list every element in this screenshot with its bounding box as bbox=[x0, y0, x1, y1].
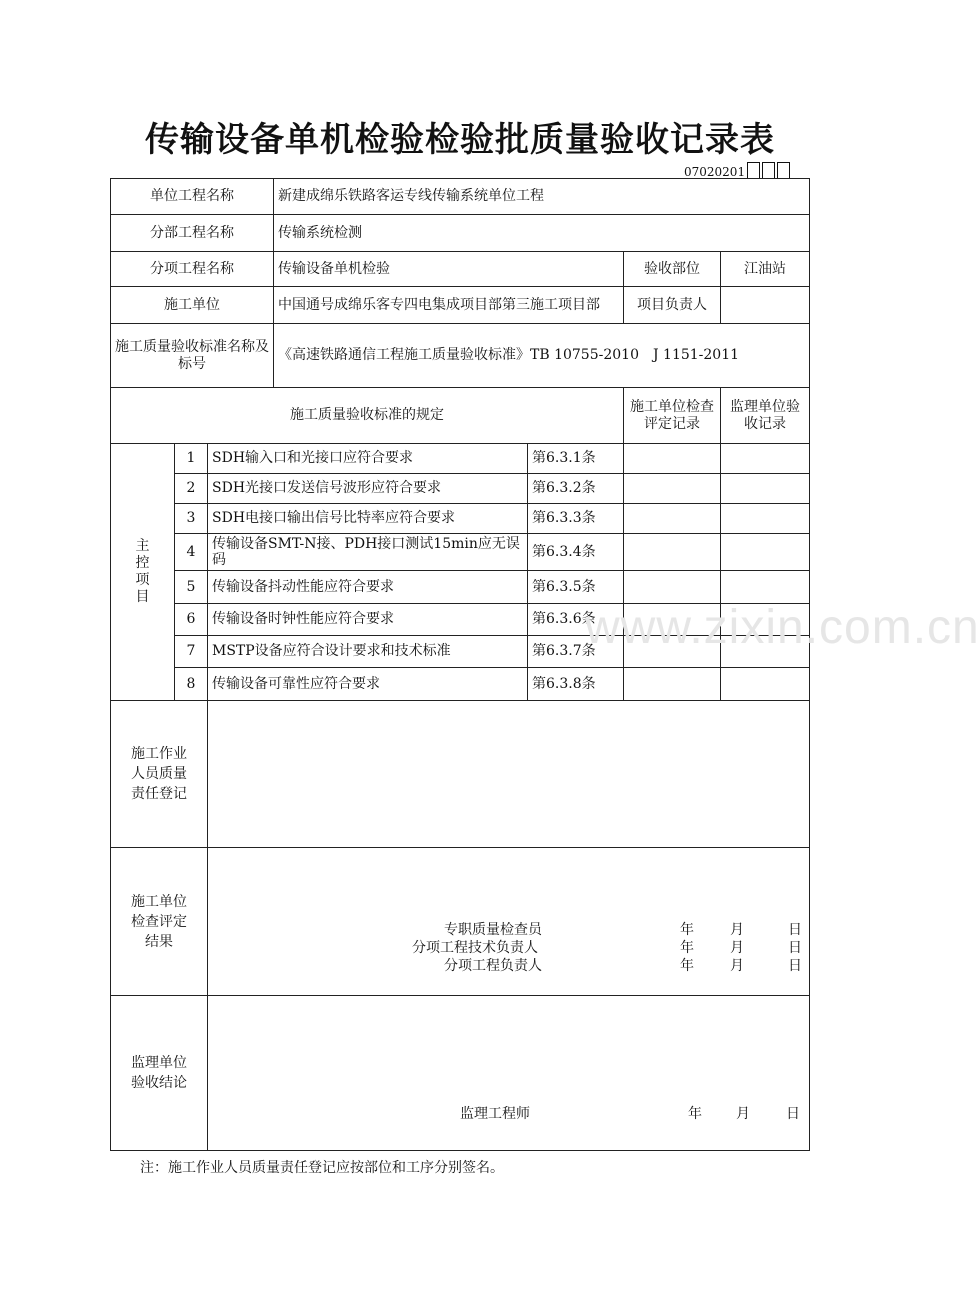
main-items-label: 主控项目 bbox=[111, 444, 175, 701]
item-text: SDH输入口和光接口应符合要求 bbox=[208, 444, 528, 474]
item-project-value: 传输设备单机检验 bbox=[274, 252, 624, 287]
contractor-signature-area bbox=[208, 848, 810, 996]
item-text: SDH电接口输出信号比特率应符合要求 bbox=[208, 504, 528, 534]
supervisor-signer: 监理工程师 bbox=[460, 1106, 530, 1122]
item-project-row bbox=[111, 252, 810, 287]
contractor-check-header: 施工单位检查评定记录 bbox=[624, 388, 721, 444]
sign-day: 日 bbox=[788, 922, 802, 938]
standard-label: 施工质量验收标准名称及标号 bbox=[111, 324, 274, 388]
acceptance-form bbox=[110, 178, 810, 1151]
table-row bbox=[111, 444, 810, 474]
supervisor-check-cell bbox=[721, 504, 810, 534]
sign-month: 月 bbox=[730, 958, 744, 974]
spec-header-row bbox=[111, 388, 810, 444]
spec-header: 施工质量验收标准的规定 bbox=[111, 388, 624, 444]
sign-year: 年 bbox=[680, 922, 694, 938]
contractor-check-cell bbox=[624, 504, 721, 534]
item-clause: 第6.3.2条 bbox=[528, 474, 624, 504]
item-number: 7 bbox=[175, 636, 208, 668]
worker-registry-row bbox=[111, 701, 810, 848]
sign-year: 年 bbox=[688, 1106, 702, 1122]
unit-project-value: 新建成绵乐铁路客运专线传输系统单位工程 bbox=[274, 179, 810, 215]
sign-day: 日 bbox=[786, 1106, 800, 1122]
item-clause: 第6.3.1条 bbox=[528, 444, 624, 474]
signer-role: 专职质量检查员 bbox=[444, 922, 542, 938]
item-number: 2 bbox=[175, 474, 208, 504]
supervisor-check-cell bbox=[721, 668, 810, 701]
contractor-check-cell bbox=[624, 534, 721, 571]
supervisor-check-cell bbox=[721, 571, 810, 604]
form-code-number: 07020201 bbox=[684, 165, 746, 179]
sub-project-label: 分部工程名称 bbox=[111, 215, 274, 252]
item-clause: 第6.3.6条 bbox=[528, 604, 624, 636]
sign-year: 年 bbox=[680, 940, 694, 956]
watermark: www.zixin.com.cn bbox=[585, 601, 980, 654]
unit-project-label: 单位工程名称 bbox=[111, 179, 274, 215]
contractor-check-cell bbox=[624, 444, 721, 474]
unit-project-row bbox=[111, 179, 810, 215]
footnote: 注：施工作业人员质量责任登记应按部位和工序分别签名。 bbox=[140, 1160, 504, 1176]
table-row bbox=[111, 504, 810, 534]
sign-month: 月 bbox=[730, 922, 744, 938]
sign-year: 年 bbox=[680, 958, 694, 974]
worker-registry-label: 施工作业人员质量责任登记 bbox=[111, 701, 208, 848]
contractor-label: 施工单位 bbox=[111, 287, 274, 324]
supervisor-check-cell bbox=[721, 534, 810, 571]
sign-day: 日 bbox=[788, 958, 802, 974]
project-manager-label: 项目负责人 bbox=[624, 287, 721, 324]
supervisor-check-cell bbox=[721, 474, 810, 504]
code-box bbox=[762, 162, 775, 179]
supervisor-check-cell bbox=[721, 444, 810, 474]
item-text: 传输设备时钟性能应符合要求 bbox=[208, 604, 528, 636]
table-row bbox=[111, 534, 810, 571]
item-number: 1 bbox=[175, 444, 208, 474]
item-project-label: 分项工程名称 bbox=[111, 252, 274, 287]
standard-value: 《高速铁路通信工程施工质量验收标准》TB 10755-2010 J 1151-2011 bbox=[274, 324, 810, 388]
signer-role: 分项工程技术负责人 bbox=[412, 940, 538, 956]
contractor-check-cell bbox=[624, 668, 721, 701]
supervisor-result-label: 监理单位验收结论 bbox=[111, 996, 208, 1151]
contractor-value: 中国通号成绵乐客专四电集成项目部第三施工项目部 bbox=[274, 287, 624, 324]
form-code bbox=[684, 162, 790, 179]
sub-project-value: 传输系统检测 bbox=[274, 215, 810, 252]
supervisor-result-row bbox=[111, 996, 810, 1151]
project-manager-value bbox=[721, 287, 810, 324]
item-number: 3 bbox=[175, 504, 208, 534]
sign-month: 月 bbox=[730, 940, 744, 956]
item-text: MSTP设备应符合设计要求和技术标准 bbox=[208, 636, 528, 668]
signer-role: 分项工程负责人 bbox=[444, 958, 542, 974]
sign-day: 日 bbox=[788, 940, 802, 956]
worker-registry-area bbox=[208, 701, 810, 848]
contractor-row bbox=[111, 287, 810, 324]
contractor-check-cell bbox=[624, 571, 721, 604]
item-text: 传输设备SMT-N接、PDH接口测试15min应无误码 bbox=[208, 534, 528, 571]
contractor-result-row bbox=[111, 848, 810, 996]
table-row bbox=[111, 571, 810, 604]
table-row bbox=[111, 668, 810, 701]
item-clause: 第6.3.3条 bbox=[528, 504, 624, 534]
contractor-result-label: 施工单位检查评定结果 bbox=[111, 848, 208, 996]
document-title: 传输设备单机检验检验批质量验收记录表 bbox=[145, 120, 775, 160]
item-clause: 第6.3.8条 bbox=[528, 668, 624, 701]
item-number: 8 bbox=[175, 668, 208, 701]
item-clause: 第6.3.7条 bbox=[528, 636, 624, 668]
item-text: 传输设备可靠性应符合要求 bbox=[208, 668, 528, 701]
item-text: SDH光接口发送信号波形应符合要求 bbox=[208, 474, 528, 504]
sign-month: 月 bbox=[736, 1106, 750, 1122]
sub-project-row bbox=[111, 215, 810, 252]
item-number: 5 bbox=[175, 571, 208, 604]
item-clause: 第6.3.4条 bbox=[528, 534, 624, 571]
item-text: 传输设备抖动性能应符合要求 bbox=[208, 571, 528, 604]
table-row bbox=[111, 474, 810, 504]
acceptance-location-value: 江油站 bbox=[721, 252, 810, 287]
supervisor-signature-area bbox=[208, 996, 810, 1151]
item-number: 6 bbox=[175, 604, 208, 636]
item-number: 4 bbox=[175, 534, 208, 571]
supervisor-check-header: 监理单位验收记录 bbox=[721, 388, 810, 444]
code-box bbox=[747, 162, 760, 179]
acceptance-location-label: 验收部位 bbox=[624, 252, 721, 287]
item-clause: 第6.3.5条 bbox=[528, 571, 624, 604]
contractor-check-cell bbox=[624, 474, 721, 504]
code-box bbox=[777, 162, 790, 179]
standard-row bbox=[111, 324, 810, 388]
